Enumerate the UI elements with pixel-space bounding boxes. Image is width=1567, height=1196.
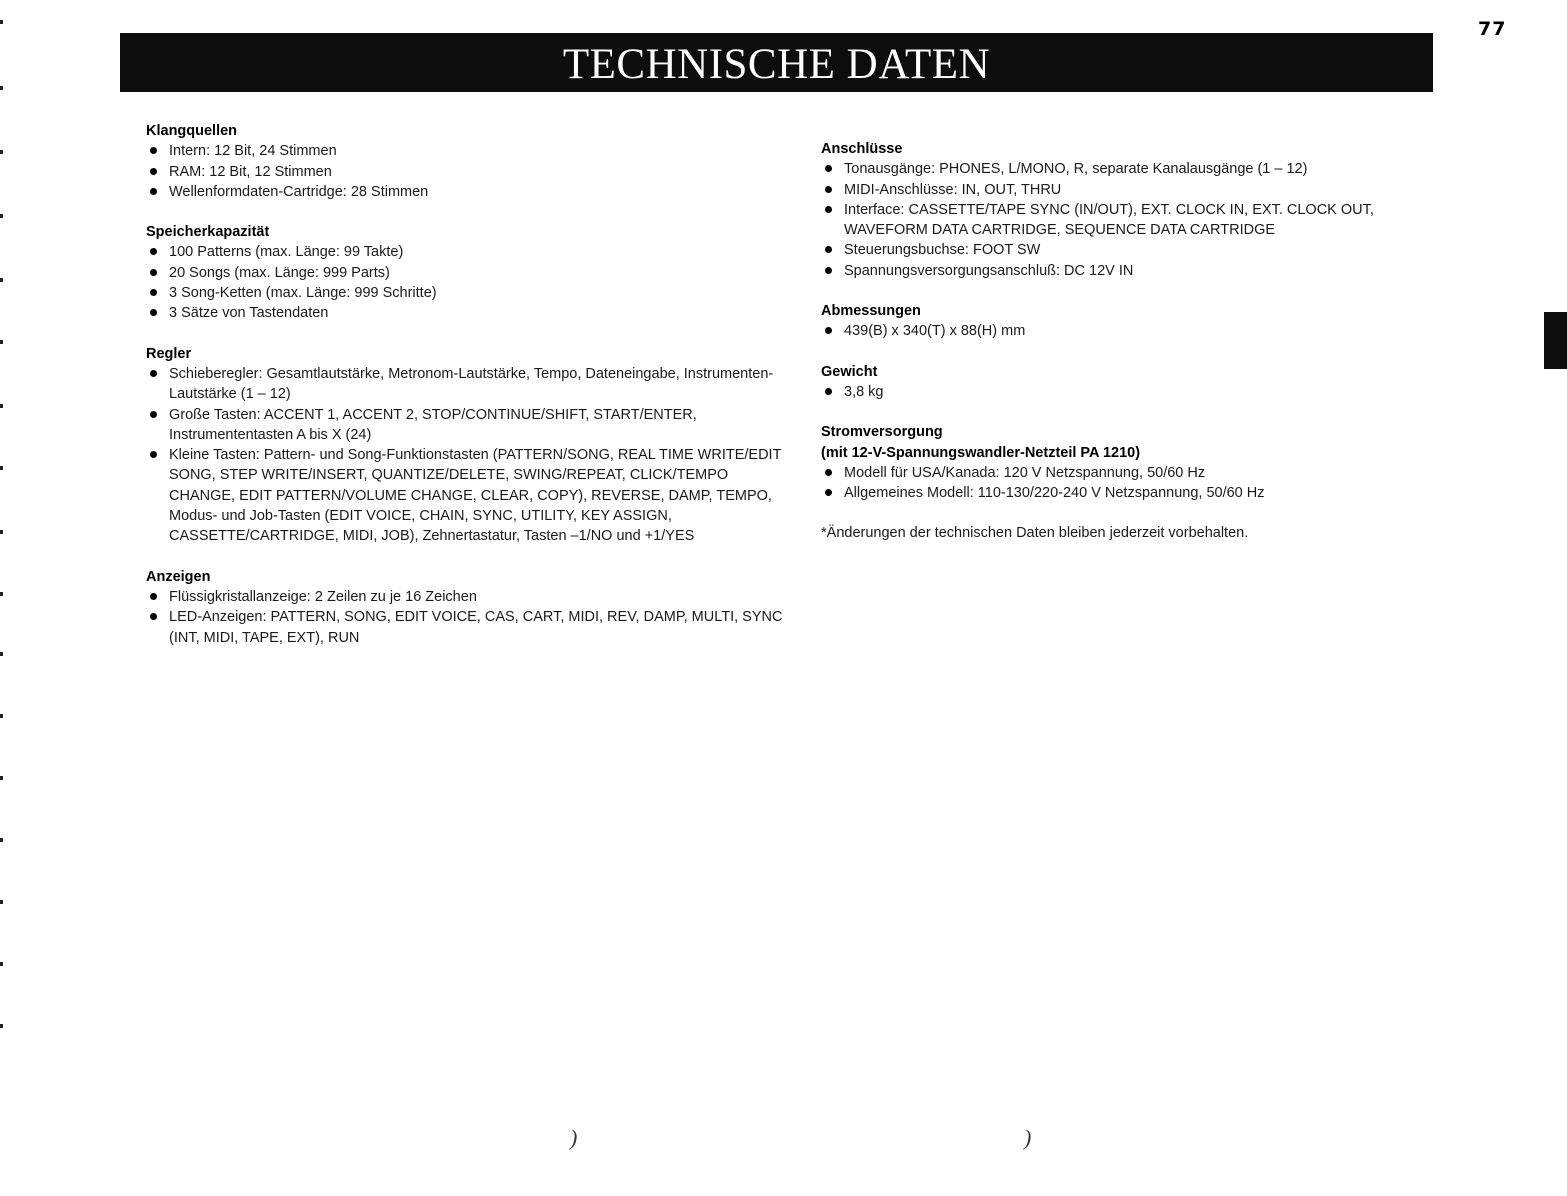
margin-tick <box>0 714 3 718</box>
margin-tick <box>0 776 3 780</box>
spec-item: 20 Songs (max. Länge: 999 Parts) <box>146 263 786 283</box>
section-heading: Klangquellen <box>146 123 238 139</box>
spec-item: 100 Patterns (max. Länge: 99 Takte) <box>146 242 786 262</box>
spec-item: Kleine Tasten: Pattern- und Song-Funktionstasten (PATTERN/SONG, REAL TIME WRITE/EDIT SONG, STEP WRITE/INSERT, QUANTIZE/DELETE, SWING/REPEAT, CLICK/TEMPO CHANGE, EDIT PATTERN/VOLUME CHANGE, CLEAR, COPY), REVERSE, DAMP, TEMPO, Modus- und Job-Tasten (EDIT VOICE, CHAIN, SYNC, UTILITY, KEY ASSIGN, CASSETTE/CARTRIDGE, MIDI, JOB), Zehnertastatur, Tasten –1/NO und +1/YES <box>146 445 786 546</box>
spec-item: Schieberegler: Gesamtlautstärke, Metronom-Lautstärke, Tempo, Dateneingabe, Instrumenten-Lautstärke (1 – 12) <box>146 364 786 405</box>
spec-item: Modell für USA/Kanada: 120 V Netzspannung, 50/60 Hz <box>821 463 1461 483</box>
spec-item: 3 Song-Ketten (max. Länge: 999 Schritte) <box>146 283 786 303</box>
section-heading: Regler <box>146 345 192 362</box>
margin-tick <box>0 20 3 24</box>
spec-item: Intern: 12 Bit, 24 Stimmen <box>146 141 786 161</box>
spec-list <box>146 242 786 323</box>
section-heading: Gewicht <box>821 363 878 380</box>
spec-item: Interface: CASSETTE/TAPE SYNC (IN/OUT), EXT. CLOCK IN, EXT. CLOCK OUT, WAVEFORM DATA CARTRIDGE, SEQUENCE DATA CARTRIDGE <box>821 200 1461 241</box>
spec-item: MIDI-Anschlüsse: IN, OUT, THRU <box>821 180 1461 200</box>
spec-list <box>146 141 786 202</box>
spec-list <box>146 364 786 547</box>
page-number: 77 <box>1478 18 1507 40</box>
section-regler <box>146 344 786 547</box>
spec-item: Allgemeines Modell: 110-130/220-240 V Netzspannung, 50/60 Hz <box>821 483 1461 503</box>
section-subheading: (mit 12-V-Spannungswandler-Netzteil PA 1210) <box>821 444 1141 461</box>
margin-tick <box>0 86 3 90</box>
scan-mark: ) <box>570 1125 578 1150</box>
spec-item: Große Tasten: ACCENT 1, ACCENT 2, STOP/CONTINUE/SHIFT, START/ENTER, Instrumententasten A bis X (24) <box>146 405 786 446</box>
scan-mark: ) <box>1024 1125 1032 1150</box>
right-column <box>821 139 1461 544</box>
footnote: *Änderungen der technischen Daten bleiben jederzeit vorbehalten. <box>821 525 1249 542</box>
margin-tick <box>0 466 3 470</box>
margin-tick <box>0 278 3 282</box>
spec-list <box>821 159 1461 281</box>
margin-tick <box>0 530 3 534</box>
spec-list <box>821 321 1461 341</box>
section-klangquellen <box>146 121 786 202</box>
section-speicherkapazitaet <box>146 222 786 323</box>
page-title: TECHNISCHE DATEN <box>562 41 991 88</box>
margin-tick <box>0 1024 3 1028</box>
spec-list <box>146 587 786 648</box>
spec-item: Spannungsversorgungsanschluß: DC 12V IN <box>821 261 1461 281</box>
margin-tick <box>0 150 3 154</box>
spec-list <box>821 463 1461 504</box>
spec-item: Tonausgänge: PHONES, L/MONO, R, separate Kanalausgänge (1 – 12) <box>821 159 1461 179</box>
section-heading: Anzeigen <box>146 568 211 585</box>
spec-item: 439(B) x 340(T) x 88(H) mm <box>821 321 1461 341</box>
section-anschluesse <box>821 139 1461 281</box>
spec-item: 3 Sätze von Tastendaten <box>146 303 786 323</box>
section-heading: Speicherkapazität <box>146 224 270 241</box>
margin-tick <box>0 900 3 904</box>
margin-tick <box>0 592 3 596</box>
spec-item: RAM: 12 Bit, 12 Stimmen <box>146 162 786 182</box>
spec-item: LED-Anzeigen: PATTERN, SONG, EDIT VOICE, CAS, CART, MIDI, REV, DAMP, MULTI, SYNC (INT, MIDI, TAPE, EXT), RUN <box>146 607 786 648</box>
margin-tick <box>0 404 3 408</box>
left-column <box>146 121 786 668</box>
section-anzeigen <box>146 567 786 648</box>
thumb-index-tab <box>1544 312 1567 369</box>
margin-tick <box>0 962 3 966</box>
spec-item: Steuerungsbuchse: FOOT SW <box>821 240 1461 260</box>
margin-tick <box>0 340 3 344</box>
margin-tick <box>0 652 3 656</box>
margin-tick <box>0 838 3 842</box>
spec-item: Flüssigkristallanzeige: 2 Zeilen zu je 16 Zeichen <box>146 587 786 607</box>
section-heading: Anschlüsse <box>821 141 903 157</box>
spec-item: Wellenformdaten-Cartridge: 28 Stimmen <box>146 182 786 202</box>
section-heading: Stromversorgung <box>821 424 943 441</box>
section-abmessungen <box>821 301 1461 342</box>
section-gewicht <box>821 362 1461 403</box>
spec-item: 3,8 kg <box>821 382 1461 402</box>
section-stromversorgung <box>821 422 1461 503</box>
section-heading: Abmessungen <box>821 303 921 320</box>
margin-tick <box>0 214 3 218</box>
spec-list <box>821 382 1461 402</box>
